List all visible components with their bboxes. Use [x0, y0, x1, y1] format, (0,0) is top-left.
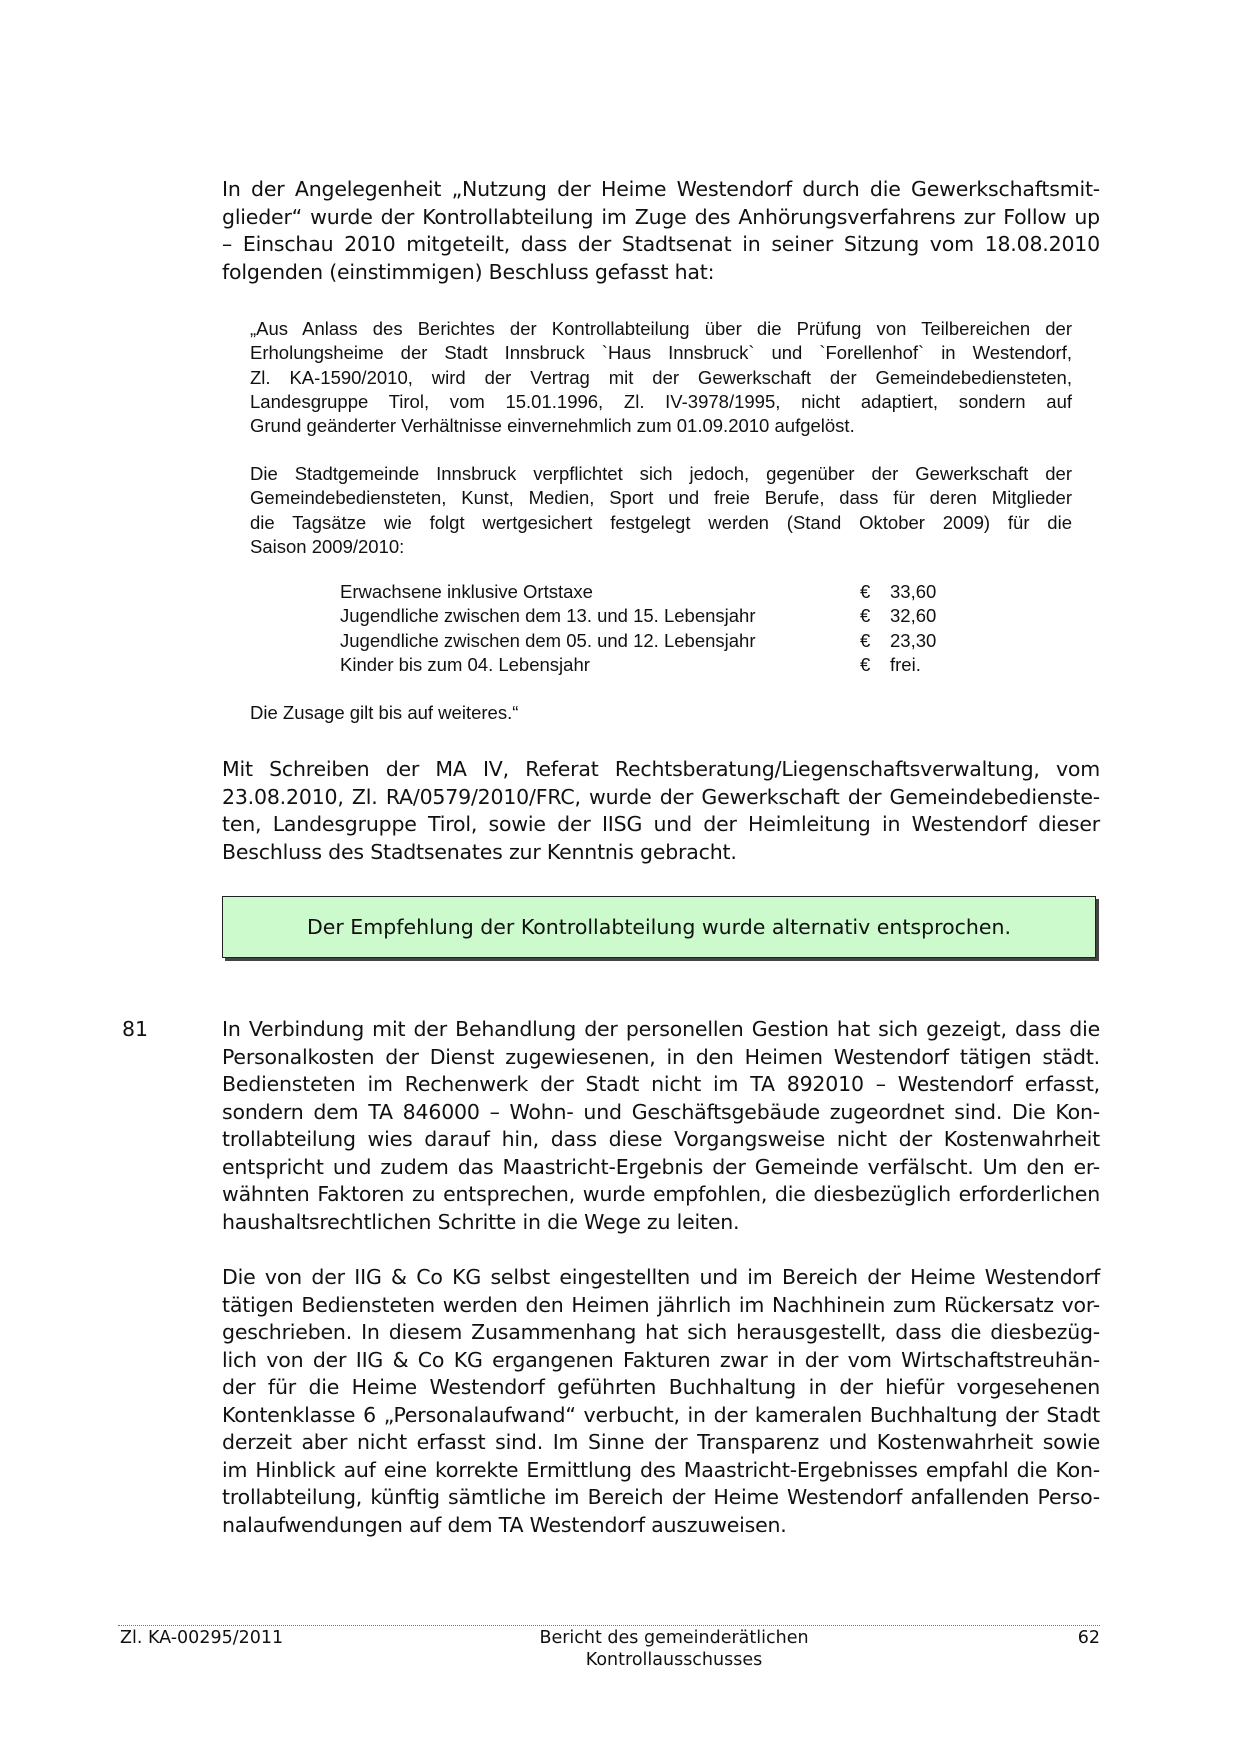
rate-row — [340, 604, 950, 628]
text-line: 23.08.2010, Zl. RA/0579/2010/FRC, wurde der Gewerkschaft der Gemeindebedienste- — [222, 784, 1100, 809]
footer-title: Bericht des gemeinderätlichen Kontrollausschusses — [539, 1628, 809, 1670]
rate-row — [340, 653, 950, 677]
text-line: Die Zusage gilt bis auf weiteres.“ — [250, 702, 519, 723]
text-line: sondern dem TA 846000 – Wohn- und Geschäftsgebäude zugeordnet sind. Die Kon- — [222, 1099, 1100, 1124]
text-line: Zl. KA-1590/2010, wird der Vertrag mit der Gewerkschaft der Gemeindebediensteten, — [250, 366, 1072, 388]
text-line: Beschluss des Stadtsenates zur Kenntnis gebracht. — [222, 839, 737, 864]
text-line: Die Stadtgemeinde Innsbruck verpflichtet sich jedoch, gegenüber der Gewerkschaft der — [250, 463, 1072, 484]
text-line: Die von der IIG & Co KG selbst eingestellten und im Bereich der Heime Westendorf — [222, 1265, 1100, 1289]
text-line: In der Angelegenheit „Nutzung der Heime Westendorf durch die Gewerkschaftsmit- — [222, 177, 1100, 201]
rate-row — [340, 629, 950, 653]
rate-label: Jugendliche zwischen dem 13. und 15. Lebensjahr — [340, 605, 756, 627]
section-number: 81 — [122, 1017, 149, 1041]
text-line: im Hinblick auf eine korrekte Ermittlung des Maastricht-Ergebnisses empfahl die Kon- — [222, 1457, 1100, 1482]
text-line: ten, Landesgruppe Tirol, sowie der IISG und der Heimleitung in Westendorf dieser — [222, 812, 1100, 836]
text-line: Gemeindebediensteten, Kunst, Medien, Sport und freie Berufe, dass für deren Mitglieder — [250, 487, 1072, 509]
text-line: geschrieben. In diesem Zusammenhang hat sich herausgestellt, dass die diesbezüg- — [222, 1320, 1100, 1344]
rate-currency: € — [860, 629, 871, 651]
recommendation-callout — [222, 896, 1096, 958]
rates-table — [340, 580, 950, 677]
text-line: lich von der IIG & Co KG ergangenen Fakturen zwar in der vom Wirtschaftstreuhän- — [222, 1347, 1100, 1372]
text-line: – Einschau 2010 mitgeteilt, dass der Stadtsenat in seiner Sitzung vom 18.08.2010 — [222, 232, 1100, 256]
quote-paragraph-2 — [250, 462, 1072, 559]
text-line: Erholungsheime der Stadt Innsbruck `Haus Innsbruck` und `Forellenhof` in Westendorf, — [250, 342, 1072, 364]
text-line: haushaltsrechtlichen Schritte in die Wege zu leiten. — [222, 1209, 740, 1234]
quote-closing — [250, 701, 1072, 725]
rate-value: 32,60 — [890, 605, 937, 627]
text-line: In Verbindung mit der Behandlung der personellen Gestion hat sich gezeigt, dass die — [222, 1017, 1100, 1041]
text-line: „Aus Anlass des Berichtes der Kontrollabteilung über die Prüfung von Teilbereichen der — [250, 318, 1072, 339]
rate-label: Erwachsene inklusive Ortstaxe — [340, 581, 593, 602]
rate-label: Jugendliche zwischen dem 05. und 12. Lebensjahr — [340, 629, 756, 651]
text-line: Bediensteten im Rechenwerk der Stadt nicht im TA 892010 – Westendorf erfasst, — [222, 1072, 1100, 1096]
footer-reference: Zl. KA-00295/2011 — [120, 1628, 284, 1648]
section-paragraph-2 — [222, 1264, 1100, 1539]
rate-value: 33,60 — [890, 581, 937, 602]
footer-divider — [118, 1625, 1100, 1626]
rate-currency: € — [860, 581, 871, 602]
intro-paragraph — [222, 176, 1100, 286]
rate-value: frei. — [890, 653, 921, 675]
text-line: Mit Schreiben der MA IV, Referat Rechtsberatung/Liegenschaftsverwaltung, vom — [222, 757, 1100, 781]
rate-currency: € — [860, 653, 871, 675]
rate-label: Kinder bis zum 04. Lebensjahr — [340, 653, 590, 675]
callout-text: Der Empfehlung der Kontrollabteilung wurde alternativ entsprochen. — [306, 915, 1012, 939]
rate-row — [340, 580, 950, 604]
text-line: Saison 2009/2010: — [250, 535, 405, 557]
text-line: derzeit aber nicht erfasst sind. Im Sinne der Transparenz und Kostenwahrheit sowie — [222, 1430, 1100, 1454]
text-line: Landesgruppe Tirol, vom 15.01.1996, Zl. IV-3978/1995, nicht adaptiert, sondern auf — [250, 390, 1072, 412]
rate-currency: € — [860, 605, 871, 627]
rate-value: 23,30 — [890, 629, 937, 651]
letter-paragraph — [222, 756, 1100, 866]
text-line: trollabteilung wies darauf hin, dass diese Vorgangsweise nicht der Kostenwahrheit — [222, 1127, 1100, 1151]
text-line: tätigen Bediensteten werden den Heimen jährlich im Nachhinein zum Rückersatz vor- — [222, 1292, 1100, 1317]
text-line: trollabteilung, künftig sämtliche im Bereich der Heime Westendorf anfallenden Perso- — [222, 1485, 1100, 1509]
text-line: entspricht und zudem das Maastricht-Ergebnis der Gemeinde verfälscht. Um den er- — [222, 1154, 1100, 1179]
text-line: Personalkosten der Dienst zugewiesenen, in den Heimen Westendorf tätigen städt. — [222, 1044, 1100, 1069]
text-line: die Tagsätze wie folgt wertgesichert festgelegt werden (Stand Oktober 2009) für die — [250, 511, 1072, 533]
page-number: 62 — [1077, 1628, 1100, 1648]
section-paragraph-1 — [222, 1016, 1100, 1236]
text-line: der für die Heime Westendorf geführten Buchhaltung in der hiefür vorgesehenen — [222, 1375, 1100, 1399]
text-line: wähnten Faktoren zu entsprechen, wurde empfohlen, die diesbezüglich erforderlichen — [222, 1182, 1100, 1206]
text-line: Grund geänderter Verhältnisse einvernehmlich zum 01.09.2010 aufgelöst. — [250, 415, 855, 437]
text-line: glieder“ wurde der Kontrollabteilung im Zuge des Anhörungsverfahrens zur Follow up — [222, 204, 1100, 229]
quote-paragraph-1 — [250, 317, 1072, 438]
text-line: Kontenklasse 6 „Personalaufwand“ verbucht, in der kameralen Buchhaltung der Stadt — [222, 1402, 1100, 1427]
text-line: nalaufwendungen auf dem TA Westendorf auszuweisen. — [222, 1512, 787, 1537]
text-line: folgenden (einstimmigen) Beschluss gefasst hat: — [222, 259, 715, 284]
